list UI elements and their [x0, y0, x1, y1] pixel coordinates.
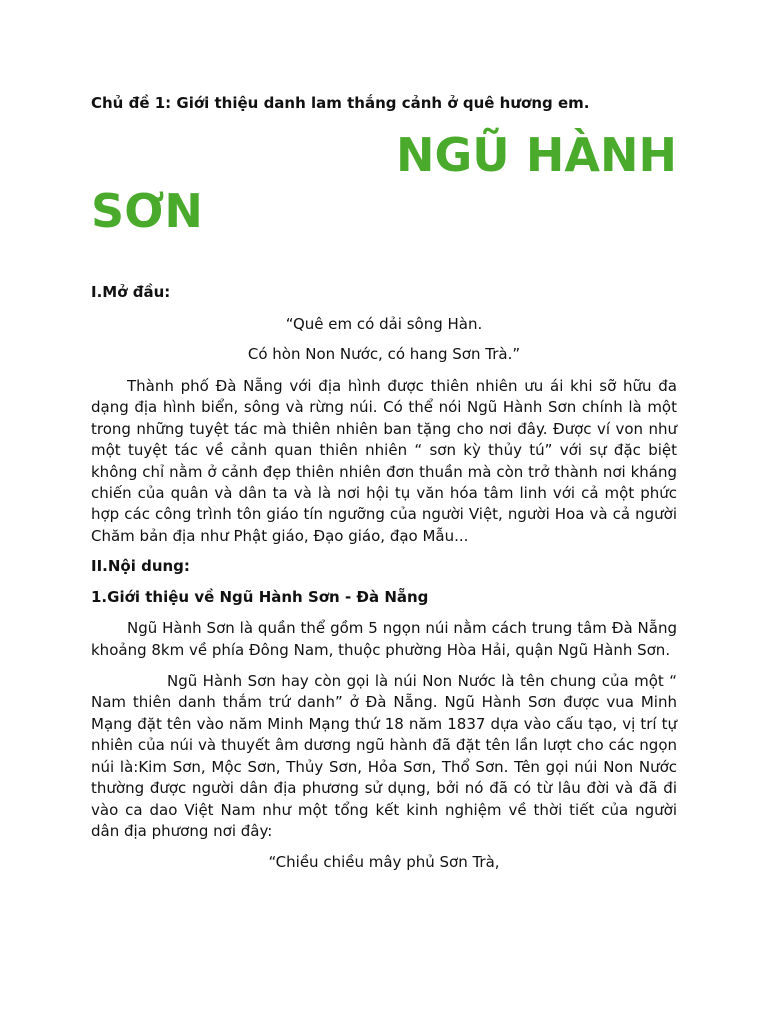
- title-line-2: SƠN: [91, 184, 203, 238]
- verse-line: Có hòn Non Nước, có hang Sơn Trà.”: [247, 345, 521, 363]
- title-line-1: NGŨ HÀNH: [396, 128, 677, 182]
- verse-line: “Chiều chiều mây phủ Sơn Trà,: [268, 853, 500, 872]
- paragraph-naming: Ngũ Hành Sơn hay còn gọi là núi Non Nước là tên chung của một “ Nam thiên danh thắm trứ danh” ở Đà Nẵng. Ngũ Hành Sơn được vua Minh Mạng đặt tên vào năm Minh Mạng thứ 18 năm 1837 dựa vào cấu tạo, vị trí tự nhiên của núi và thuyết âm dương ngũ hành đã đặt tên lần lượt cho các ngọn núi là:Kim Sơn, Mộc Sơn, Thủy Sơn, Hỏa Sơn, Thổ Sơn. Tên gọi núi Non Nước thường được người dân địa phương sử dụng, bởi nó đã có từ lâu đời và đã đi vào ca dao Việt Nam như một tổng kết kinh nghiệm về thời tiết của người dân địa phương nơi đây:: [91, 672, 677, 840]
- section-heading-intro: I.Mở đầu:: [91, 283, 171, 301]
- section-heading-content: II.Nội dung:: [91, 557, 190, 576]
- topic-heading: Chủ đề 1: Giới thiệu danh lam thắng cảnh ở quê hương em.: [91, 94, 590, 112]
- paragraph-location: Ngũ Hành Sơn là quần thể gồm 5 ngọn núi nằm cách trung tâm Đà Nẵng khoảng 8km về phía Đông Nam, thuộc phường Hòa Hải, quận Ngũ Hành Sơn.: [91, 619, 677, 659]
- verse-line: “Quê em có dải sông Hàn.: [285, 315, 483, 333]
- document-body: [91, 92, 677, 873]
- subsection-heading: 1.Giới thiệu về Ngũ Hành Sơn - Đà Nẵng: [91, 588, 429, 607]
- paragraph-intro: Thành phố Đà Nẵng với địa hình được thiên nhiên ưu ái khi sỡ hữu đa dạng địa hình biển, sông và rừng núi. Có thể nói Ngũ Hành Sơn chính là một trong những tuyệt tác mà thiên nhiên ban tặng cho nơi đây. Được ví von như một tuyệt tác về cảnh quan thiên nhiên “ sơn kỳ thủy tú” với sự đặc biệt không chỉ nằm ở cảnh đẹp thiên nhiên đơn thuần mà còn trở thành nơi kháng chiến của quân và dân ta và là nơi hội tụ văn hóa tâm linh với cả một phức hợp các công trình tôn giáo tín ngưỡng của người Việt, người Hoa và cả người Chăm bản địa như Phật giáo, Đạo giáo, đạo Mẫu...: [91, 377, 677, 545]
